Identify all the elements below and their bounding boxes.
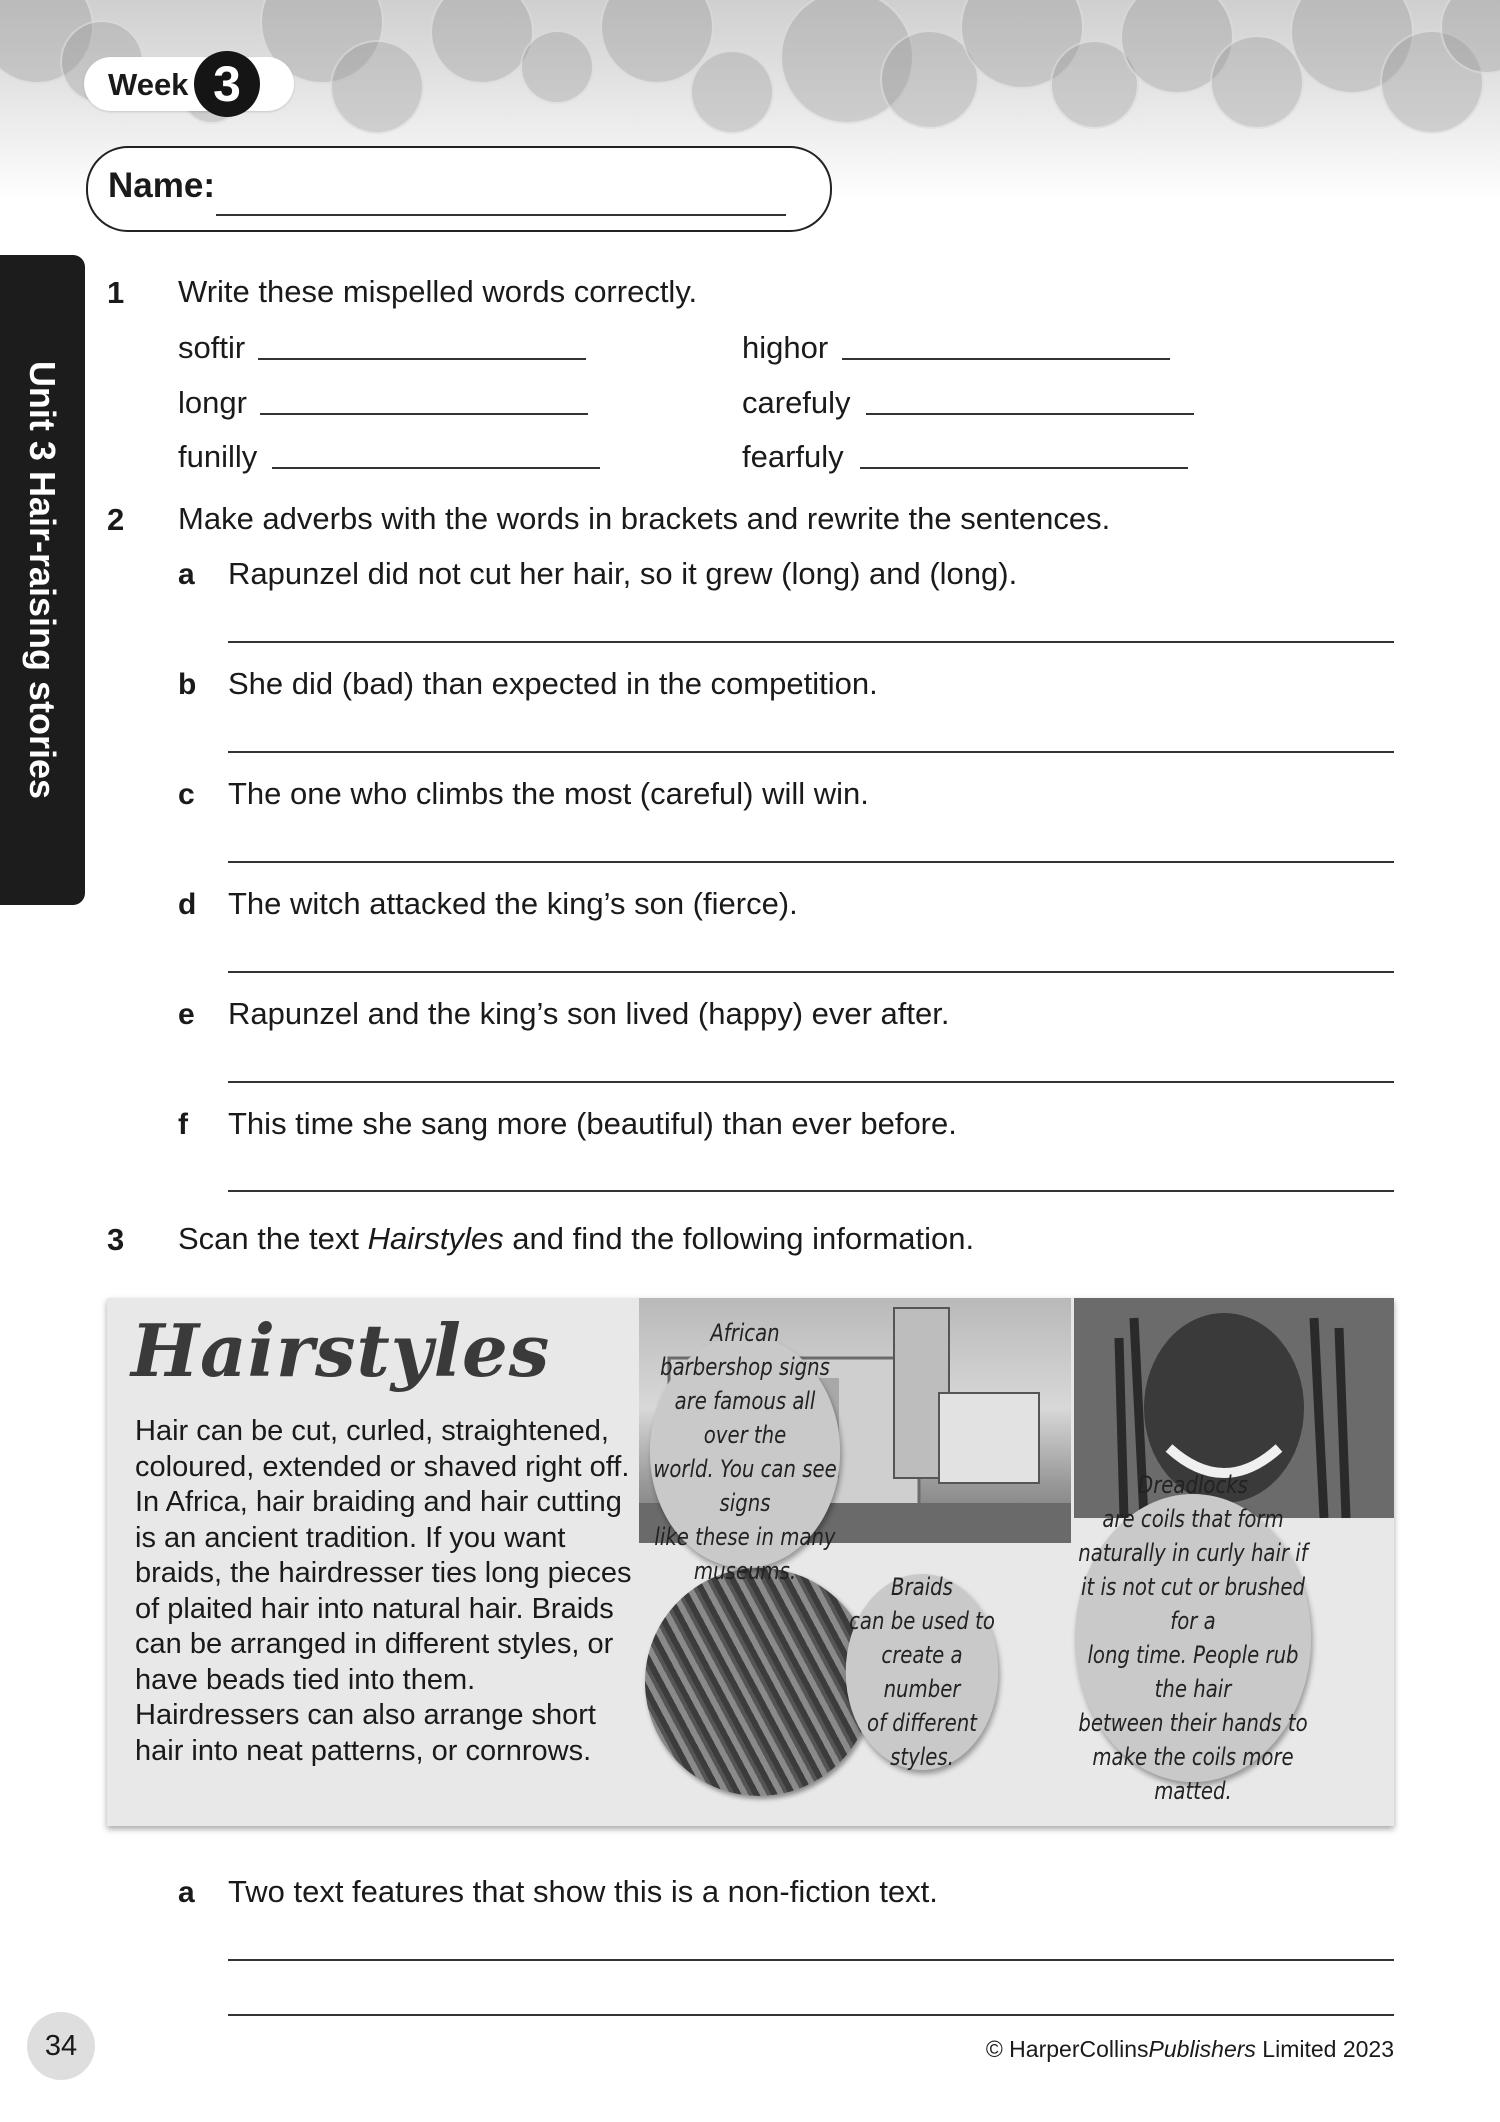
word-longr: longr — [178, 385, 247, 420]
q3-item-a-letter: a — [178, 1876, 195, 1909]
word-highor: highor — [742, 330, 829, 365]
q2-item-f-answer-line[interactable] — [228, 1190, 1394, 1192]
answer-line-carefuly[interactable] — [866, 413, 1194, 415]
question-1-number: 1 — [107, 275, 125, 310]
q2-item-a-text: Rapunzel did not cut her hair, so it grew (long) and (long). — [228, 556, 1018, 591]
q3-instruction-text-title: Hairstyles — [367, 1221, 504, 1256]
word-carefuly: carefuly — [742, 385, 851, 420]
q3-item-a-answer-line-2[interactable] — [228, 2014, 1394, 2016]
q2-item-b-text: She did (bad) than expected in the competition. — [228, 666, 878, 701]
panel-title: Hairstyles — [131, 1308, 551, 1393]
question-3-number: 3 — [107, 1222, 125, 1257]
q2-item-f-text: This time she sang more (beautiful) than ever before. — [228, 1106, 957, 1141]
q2-item-e-answer-line[interactable] — [228, 1081, 1394, 1083]
week-label: Week — [108, 67, 189, 102]
copyright-notice — [986, 2036, 1394, 2063]
q2-item-e-text: Rapunzel and the king’s son lived (happy) ever after. — [228, 996, 950, 1031]
q2-item-c-letter: c — [178, 778, 195, 811]
name-write-line[interactable] — [216, 214, 786, 216]
dreadlocks-caption: Dreadlocks are coils that form naturally in curly hair if it is not cut or brushed for a long time. People rub the hair between their hands to make the coils more matted. — [1078, 1471, 1308, 1805]
q2-item-f-letter: f — [178, 1108, 188, 1141]
week-badge — [84, 57, 294, 111]
question-2-number: 2 — [107, 502, 125, 537]
unit-title: Unit 3 Hair-raising stories — [22, 360, 63, 800]
copyright-end: Limited 2023 — [1255, 2036, 1394, 2062]
answer-line-highor[interactable] — [842, 358, 1170, 360]
question-2-instruction: Make adverbs with the words in brackets and rewrite the sentences. — [178, 501, 1111, 536]
dreadlocks-caption-bubble — [1075, 1471, 1311, 1805]
q2-item-b-letter: b — [178, 668, 197, 701]
q3-instruction-start: Scan the text — [178, 1221, 368, 1256]
braids-caption: Braids can be used to create a number of different styles. — [849, 1573, 995, 1771]
question-1-instruction: Write these mispelled words correctly. — [178, 274, 698, 309]
answer-line-softir[interactable] — [258, 358, 586, 360]
answer-line-funilly[interactable] — [272, 467, 600, 469]
page-number: 34 — [27, 2012, 95, 2080]
answer-line-fearfuly[interactable] — [860, 467, 1188, 469]
q3-item-a-answer-line-1[interactable] — [228, 1959, 1394, 1961]
q2-item-a-answer-line[interactable] — [228, 641, 1394, 643]
q2-item-d-answer-line[interactable] — [228, 971, 1394, 973]
q2-item-c-answer-line[interactable] — [228, 861, 1394, 863]
copyright-start: © HarperCollins — [985, 2036, 1149, 2062]
hairstyles-text-panel — [107, 1298, 1394, 1826]
barbershop-caption: African barbershop signs are famous all over the world. You can see signs like these in many museums. — [653, 1319, 837, 1585]
q2-item-a-letter: a — [178, 558, 195, 591]
q2-item-d-letter: d — [178, 888, 197, 921]
q2-item-b-answer-line[interactable] — [228, 751, 1394, 753]
unit-side-tab — [0, 255, 85, 905]
braids-photo-circle — [645, 1568, 873, 1796]
q3-item-a-text: Two text features that show this is a non-fiction text. — [228, 1874, 938, 1909]
name-label: Name: — [108, 166, 215, 205]
word-funilly: funilly — [178, 439, 258, 474]
q2-item-e-letter: e — [178, 998, 195, 1031]
word-softir: softir — [178, 330, 246, 365]
word-fearfuly: fearfuly — [742, 439, 844, 474]
braids-caption-bubble — [846, 1574, 999, 1770]
name-field-box — [86, 146, 832, 232]
panel-body-text: Hair can be cut, curled, straightened, coloured, extended or shaved right off. In Africa, hair braiding and hair cutting is an ancient tradition. If you want braids, the hairdresser ties long pieces of plaited hair into natural hair. Braids can be arranged in different styles, or have beads tied into them. Hairdressers can also arrange short hair into neat patterns, or cornrows. — [135, 1415, 632, 1767]
barbershop-caption-bubble — [650, 1319, 840, 1585]
q3-instruction-end: and find the following information. — [503, 1221, 975, 1256]
week-number: 3 — [194, 51, 260, 117]
question-3-instruction — [178, 1221, 974, 1257]
answer-line-longr[interactable] — [260, 413, 588, 415]
q2-item-d-text: The witch attacked the king’s son (fierce). — [228, 886, 798, 921]
copyright-publishers: Publishers — [1148, 2036, 1256, 2062]
q2-item-c-text: The one who climbs the most (careful) will win. — [228, 776, 869, 811]
